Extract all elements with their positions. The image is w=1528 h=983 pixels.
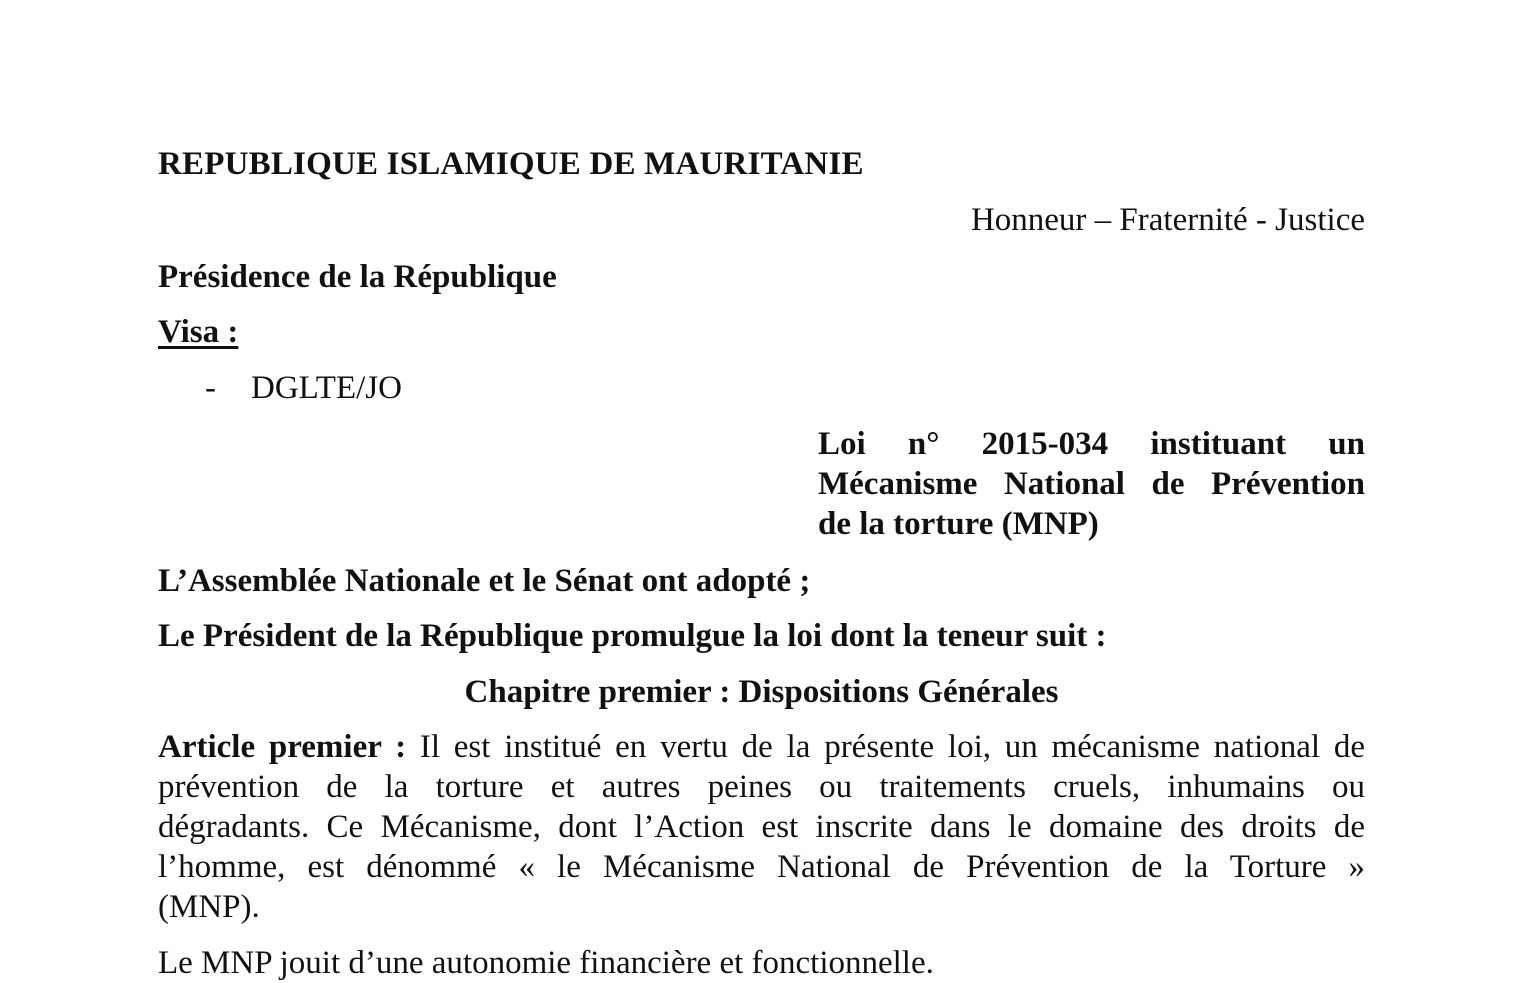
article-text: Il est institué en vertu de la présente loi, un mécanisme national de — [419, 729, 1365, 765]
law-title-line: Loi n° 2015-034 instituant un — [818, 426, 1365, 462]
visa-label: Visa : — [158, 314, 239, 350]
country-heading: REPUBLIQUE ISLAMIQUE DE MAURITANIE — [158, 146, 864, 182]
article-1-continuation: Le MNP jouit d’une autonomie financière et fonctionnelle. — [158, 945, 934, 981]
article-line: l’homme, est dénommé « le Mécanisme National de Prévention de la Torture » — [158, 849, 1365, 885]
promulgation-statement: Le Président de la République promulgue la loi dont la teneur suit : — [158, 618, 1107, 654]
article-line — [158, 727, 1365, 767]
chapter-heading: Chapitre premier : Dispositions Générales — [464, 674, 1059, 710]
visa-item-text: DGLTE/JO — [251, 370, 402, 406]
visa-list-item — [205, 368, 402, 408]
list-dash: - — [205, 370, 216, 406]
law-title-line: Mécanisme National de Prévention — [818, 466, 1365, 502]
adoption-statement: L’Assemblée Nationale et le Sénat ont adopté ; — [158, 563, 811, 599]
article-line: (MNP). — [158, 889, 260, 925]
article-line: dégradants. Ce Mécanisme, dont l’Action est inscrite dans le domaine des droits de — [158, 809, 1365, 845]
article-line: prévention de la torture et autres peines ou traitements cruels, inhumains ou — [158, 769, 1365, 805]
article-1-paragraph — [158, 727, 1365, 927]
article-label: Article premier : — [158, 729, 407, 765]
national-motto: Honneur – Fraternité - Justice — [970, 202, 1365, 238]
law-title — [818, 424, 1365, 544]
presidence-heading: Présidence de la République — [158, 259, 557, 295]
law-title-line: de la torture (MNP) — [818, 506, 1099, 542]
